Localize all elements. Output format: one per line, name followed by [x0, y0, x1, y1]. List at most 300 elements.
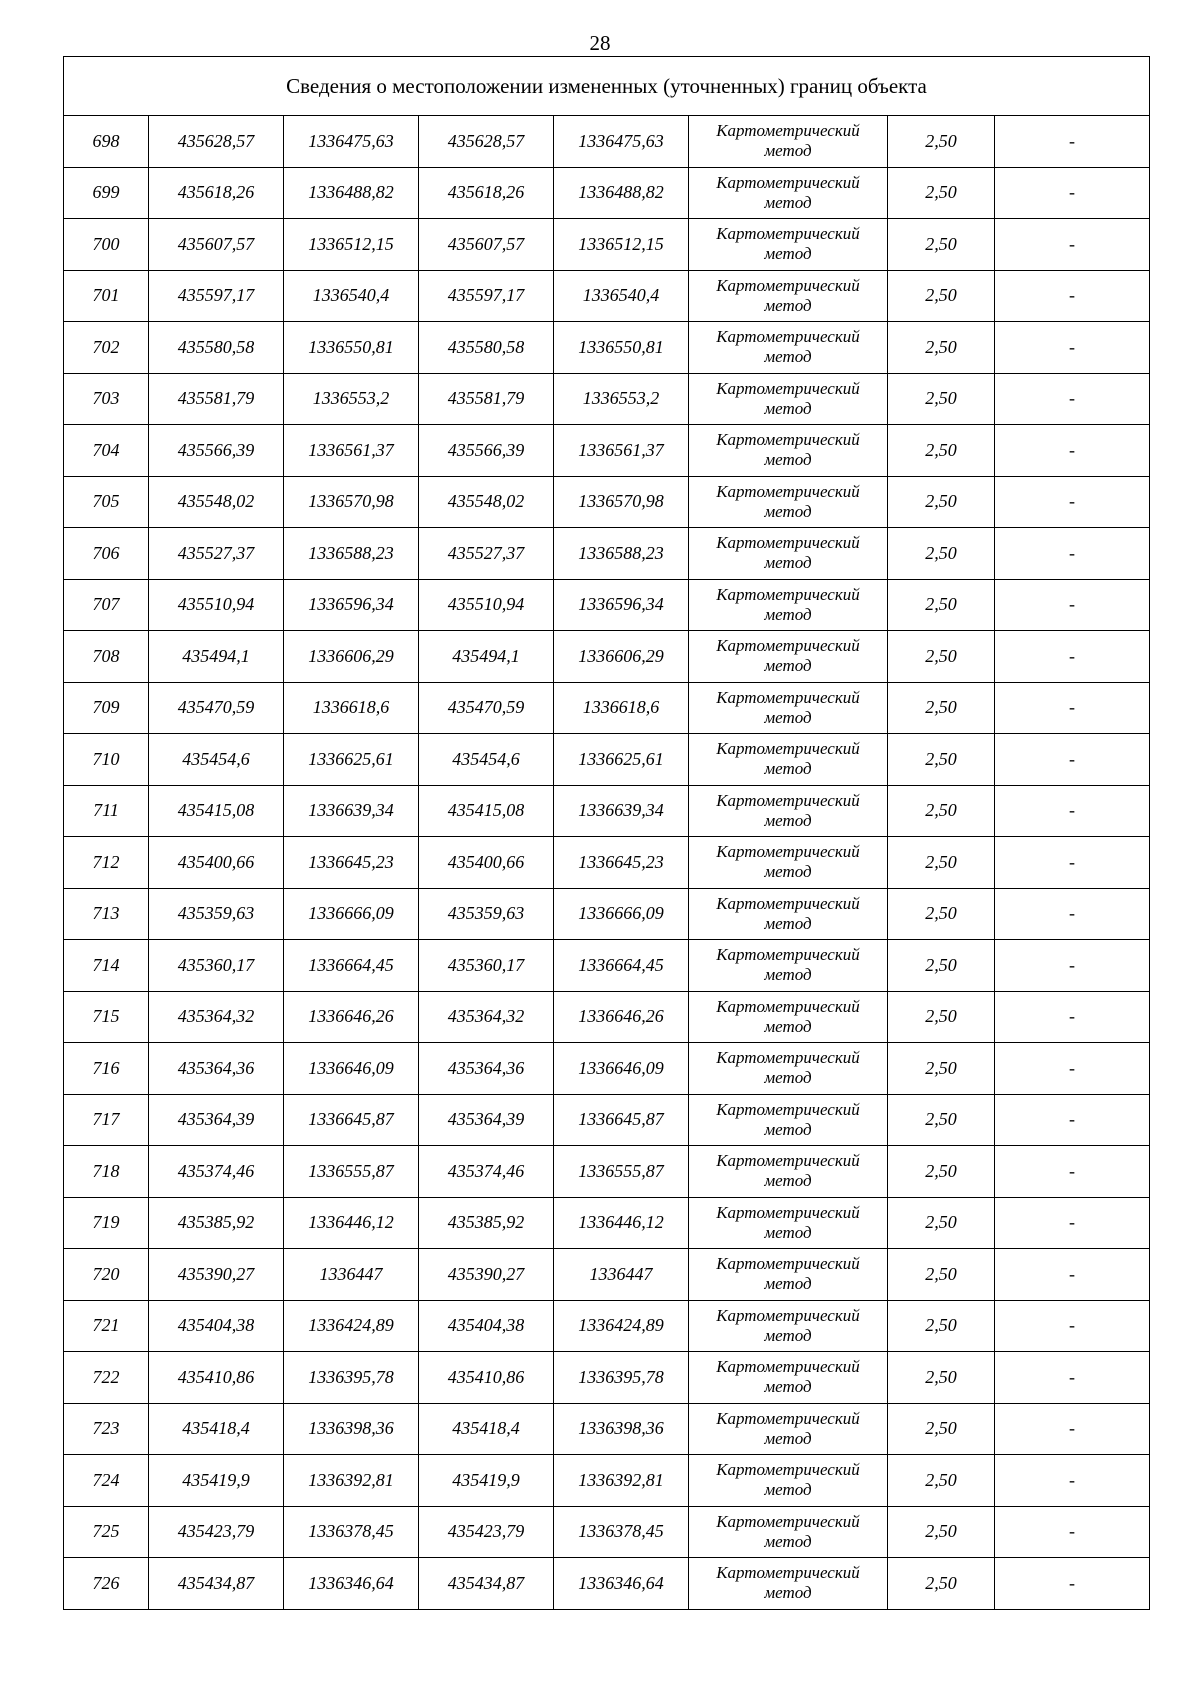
x-refined-cell: 435607,57 — [419, 219, 554, 271]
table-row — [64, 270, 1150, 322]
x-refined-cell: 435581,79 — [419, 373, 554, 425]
y-refined-cell: 1336555,87 — [554, 1146, 689, 1198]
method-cell — [689, 940, 888, 992]
x-existing-cell: 435566,39 — [149, 425, 284, 477]
y-refined-cell: 1336588,23 — [554, 528, 689, 580]
accuracy-cell: 2,50 — [888, 579, 995, 631]
x-existing-cell: 435364,39 — [149, 1094, 284, 1146]
description-cell: - — [995, 270, 1150, 322]
table-row — [64, 476, 1150, 528]
y-existing-cell: 1336625,61 — [284, 734, 419, 786]
x-existing-cell: 435415,08 — [149, 785, 284, 837]
point-number-cell: 718 — [64, 1146, 149, 1198]
y-existing-cell: 1336664,45 — [284, 940, 419, 992]
x-refined-cell: 435454,6 — [419, 734, 554, 786]
method-cell — [689, 991, 888, 1043]
y-existing-cell: 1336645,23 — [284, 837, 419, 889]
method-cell — [689, 528, 888, 580]
table-row — [64, 322, 1150, 374]
description-cell: - — [995, 682, 1150, 734]
description-cell: - — [995, 1146, 1150, 1198]
table-row — [64, 425, 1150, 477]
method-line-1: Картометрический — [716, 790, 860, 810]
y-refined-cell: 1336561,37 — [554, 425, 689, 477]
method-cell — [689, 1094, 888, 1146]
point-number-cell: 701 — [64, 270, 149, 322]
accuracy-cell: 2,50 — [888, 476, 995, 528]
table-row — [64, 682, 1150, 734]
method-line-2: метод — [764, 1068, 812, 1088]
method-line-1: Картометрический — [716, 1460, 860, 1480]
table-row — [64, 991, 1150, 1043]
point-number-cell: 698 — [64, 116, 149, 168]
y-refined-cell: 1336666,09 — [554, 888, 689, 940]
y-existing-cell: 1336346,64 — [284, 1558, 419, 1610]
method-line-2: метод — [764, 553, 812, 573]
method-cell — [689, 1197, 888, 1249]
description-cell: - — [995, 219, 1150, 271]
table-row — [64, 1455, 1150, 1507]
table-caption-row — [64, 57, 1150, 116]
point-number-cell: 705 — [64, 476, 149, 528]
accuracy-cell: 2,50 — [888, 631, 995, 683]
table-row — [64, 888, 1150, 940]
method-line-2: метод — [764, 1531, 812, 1551]
x-refined-cell: 435434,87 — [419, 1558, 554, 1610]
x-refined-cell: 435527,37 — [419, 528, 554, 580]
description-cell: - — [995, 1197, 1150, 1249]
method-line-2: метод — [764, 1222, 812, 1242]
method-line-2: метод — [764, 450, 812, 470]
method-cell — [689, 1506, 888, 1558]
x-refined-cell: 435494,1 — [419, 631, 554, 683]
x-existing-cell: 435597,17 — [149, 270, 284, 322]
description-cell: - — [995, 785, 1150, 837]
boundary-coordinates-table — [63, 56, 1150, 1610]
method-line-1: Картометрический — [716, 533, 860, 553]
y-existing-cell: 1336570,98 — [284, 476, 419, 528]
x-refined-cell: 435597,17 — [419, 270, 554, 322]
method-line-1: Картометрический — [716, 636, 860, 656]
y-refined-cell: 1336646,09 — [554, 1043, 689, 1095]
x-existing-cell: 435618,26 — [149, 167, 284, 219]
y-existing-cell: 1336392,81 — [284, 1455, 419, 1507]
x-refined-cell: 435360,17 — [419, 940, 554, 992]
table-row — [64, 1403, 1150, 1455]
x-refined-cell: 435364,36 — [419, 1043, 554, 1095]
y-existing-cell: 1336395,78 — [284, 1352, 419, 1404]
method-cell — [689, 167, 888, 219]
y-existing-cell: 1336447 — [284, 1249, 419, 1301]
y-refined-cell: 1336447 — [554, 1249, 689, 1301]
method-line-1: Картометрический — [716, 1151, 860, 1171]
method-cell — [689, 373, 888, 425]
method-line-1: Картометрический — [716, 1254, 860, 1274]
x-refined-cell: 435628,57 — [419, 116, 554, 168]
accuracy-cell: 2,50 — [888, 1558, 995, 1610]
y-existing-cell: 1336550,81 — [284, 322, 419, 374]
x-existing-cell: 435385,92 — [149, 1197, 284, 1249]
method-line-2: метод — [764, 347, 812, 367]
x-existing-cell: 435364,36 — [149, 1043, 284, 1095]
accuracy-cell: 2,50 — [888, 1043, 995, 1095]
y-refined-cell: 1336618,6 — [554, 682, 689, 734]
x-existing-cell: 435548,02 — [149, 476, 284, 528]
method-line-1: Картометрический — [716, 1305, 860, 1325]
x-refined-cell: 435470,59 — [419, 682, 554, 734]
accuracy-cell: 2,50 — [888, 1506, 995, 1558]
description-cell: - — [995, 322, 1150, 374]
method-line-1: Картометрический — [716, 1357, 860, 1377]
description-cell: - — [995, 1455, 1150, 1507]
method-cell — [689, 1300, 888, 1352]
x-refined-cell: 435374,46 — [419, 1146, 554, 1198]
table-row — [64, 1146, 1150, 1198]
table-row — [64, 1043, 1150, 1095]
description-cell: - — [995, 528, 1150, 580]
description-cell: - — [995, 734, 1150, 786]
point-number-cell: 724 — [64, 1455, 149, 1507]
y-existing-cell: 1336618,6 — [284, 682, 419, 734]
method-line-1: Картометрический — [716, 327, 860, 347]
point-number-cell: 711 — [64, 785, 149, 837]
description-cell: - — [995, 116, 1150, 168]
description-cell: - — [995, 579, 1150, 631]
method-line-2: метод — [764, 1583, 812, 1603]
table-row — [64, 1249, 1150, 1301]
method-line-2: метод — [764, 1428, 812, 1448]
x-existing-cell: 435404,38 — [149, 1300, 284, 1352]
x-existing-cell: 435360,17 — [149, 940, 284, 992]
y-existing-cell: 1336555,87 — [284, 1146, 419, 1198]
method-line-2: метод — [764, 501, 812, 521]
y-refined-cell: 1336392,81 — [554, 1455, 689, 1507]
x-existing-cell: 435628,57 — [149, 116, 284, 168]
accuracy-cell: 2,50 — [888, 1403, 995, 1455]
method-line-1: Картометрический — [716, 378, 860, 398]
method-line-1: Картометрический — [716, 121, 860, 141]
y-refined-cell: 1336446,12 — [554, 1197, 689, 1249]
x-existing-cell: 435364,32 — [149, 991, 284, 1043]
method-line-1: Картометрический — [716, 275, 860, 295]
method-cell — [689, 1249, 888, 1301]
description-cell: - — [995, 631, 1150, 683]
method-cell — [689, 837, 888, 889]
x-existing-cell: 435410,86 — [149, 1352, 284, 1404]
x-existing-cell: 435494,1 — [149, 631, 284, 683]
method-cell — [689, 1403, 888, 1455]
y-existing-cell: 1336424,89 — [284, 1300, 419, 1352]
accuracy-cell: 2,50 — [888, 1146, 995, 1198]
method-line-2: метод — [764, 604, 812, 624]
method-line-2: метод — [764, 1325, 812, 1345]
x-existing-cell: 435374,46 — [149, 1146, 284, 1198]
y-refined-cell: 1336646,26 — [554, 991, 689, 1043]
y-existing-cell: 1336378,45 — [284, 1506, 419, 1558]
y-refined-cell: 1336596,34 — [554, 579, 689, 631]
accuracy-cell: 2,50 — [888, 888, 995, 940]
y-existing-cell: 1336488,82 — [284, 167, 419, 219]
point-number-cell: 706 — [64, 528, 149, 580]
method-line-2: метод — [764, 707, 812, 727]
table-row — [64, 1558, 1150, 1610]
x-existing-cell: 435470,59 — [149, 682, 284, 734]
point-number-cell: 704 — [64, 425, 149, 477]
method-cell — [689, 219, 888, 271]
point-number-cell: 723 — [64, 1403, 149, 1455]
method-line-2: метод — [764, 244, 812, 264]
y-existing-cell: 1336540,4 — [284, 270, 419, 322]
method-line-1: Картометрический — [716, 224, 860, 244]
y-refined-cell: 1336424,89 — [554, 1300, 689, 1352]
y-existing-cell: 1336666,09 — [284, 888, 419, 940]
y-refined-cell: 1336512,15 — [554, 219, 689, 271]
table-row — [64, 1197, 1150, 1249]
y-existing-cell: 1336639,34 — [284, 785, 419, 837]
description-cell: - — [995, 1300, 1150, 1352]
point-number-cell: 708 — [64, 631, 149, 683]
x-refined-cell: 435364,32 — [419, 991, 554, 1043]
accuracy-cell: 2,50 — [888, 682, 995, 734]
method-line-1: Картометрический — [716, 481, 860, 501]
y-refined-cell: 1336639,34 — [554, 785, 689, 837]
method-cell — [689, 682, 888, 734]
description-cell: - — [995, 476, 1150, 528]
table-row — [64, 1506, 1150, 1558]
method-line-2: метод — [764, 965, 812, 985]
method-line-1: Картометрический — [716, 172, 860, 192]
point-number-cell: 707 — [64, 579, 149, 631]
accuracy-cell: 2,50 — [888, 837, 995, 889]
method-line-1: Картометрический — [716, 430, 860, 450]
accuracy-cell: 2,50 — [888, 1455, 995, 1507]
point-number-cell: 715 — [64, 991, 149, 1043]
table-body — [64, 57, 1150, 1610]
y-refined-cell: 1336645,23 — [554, 837, 689, 889]
method-line-1: Картометрический — [716, 945, 860, 965]
x-existing-cell: 435580,58 — [149, 322, 284, 374]
y-refined-cell: 1336346,64 — [554, 1558, 689, 1610]
table-row — [64, 219, 1150, 271]
y-existing-cell: 1336446,12 — [284, 1197, 419, 1249]
y-existing-cell: 1336553,2 — [284, 373, 419, 425]
point-number-cell: 725 — [64, 1506, 149, 1558]
method-cell — [689, 270, 888, 322]
y-refined-cell: 1336550,81 — [554, 322, 689, 374]
method-line-2: метод — [764, 1119, 812, 1139]
method-line-2: метод — [764, 913, 812, 933]
point-number-cell: 713 — [64, 888, 149, 940]
method-line-2: метод — [764, 192, 812, 212]
description-cell: - — [995, 425, 1150, 477]
point-number-cell: 712 — [64, 837, 149, 889]
y-refined-cell: 1336540,4 — [554, 270, 689, 322]
y-existing-cell: 1336645,87 — [284, 1094, 419, 1146]
y-refined-cell: 1336664,45 — [554, 940, 689, 992]
y-existing-cell: 1336646,26 — [284, 991, 419, 1043]
table-row — [64, 528, 1150, 580]
method-line-1: Картометрический — [716, 1408, 860, 1428]
x-refined-cell: 435580,58 — [419, 322, 554, 374]
table-row — [64, 579, 1150, 631]
x-refined-cell: 435415,08 — [419, 785, 554, 837]
method-cell — [689, 734, 888, 786]
point-number-cell: 722 — [64, 1352, 149, 1404]
accuracy-cell: 2,50 — [888, 991, 995, 1043]
method-cell — [689, 1352, 888, 1404]
accuracy-cell: 2,50 — [888, 270, 995, 322]
method-line-2: метод — [764, 398, 812, 418]
method-cell — [689, 476, 888, 528]
x-existing-cell: 435418,4 — [149, 1403, 284, 1455]
table-row — [64, 116, 1150, 168]
x-refined-cell: 435548,02 — [419, 476, 554, 528]
method-cell — [689, 1558, 888, 1610]
accuracy-cell: 2,50 — [888, 528, 995, 580]
table-row — [64, 785, 1150, 837]
y-refined-cell: 1336488,82 — [554, 167, 689, 219]
x-existing-cell: 435527,37 — [149, 528, 284, 580]
x-existing-cell: 435581,79 — [149, 373, 284, 425]
method-line-1: Картометрический — [716, 1511, 860, 1531]
method-line-1: Картометрический — [716, 842, 860, 862]
y-refined-cell: 1336475,63 — [554, 116, 689, 168]
method-line-2: метод — [764, 810, 812, 830]
table-row — [64, 631, 1150, 683]
accuracy-cell: 2,50 — [888, 1094, 995, 1146]
x-refined-cell: 435510,94 — [419, 579, 554, 631]
point-number-cell: 710 — [64, 734, 149, 786]
description-cell: - — [995, 1043, 1150, 1095]
method-line-1: Картометрический — [716, 584, 860, 604]
point-number-cell: 703 — [64, 373, 149, 425]
point-number-cell: 716 — [64, 1043, 149, 1095]
x-refined-cell: 435390,27 — [419, 1249, 554, 1301]
description-cell: - — [995, 888, 1150, 940]
method-line-2: метод — [764, 295, 812, 315]
accuracy-cell: 2,50 — [888, 1352, 995, 1404]
x-refined-cell: 435566,39 — [419, 425, 554, 477]
method-line-1: Картометрический — [716, 893, 860, 913]
table-row — [64, 1300, 1150, 1352]
description-cell: - — [995, 837, 1150, 889]
method-line-2: метод — [764, 1016, 812, 1036]
x-refined-cell: 435364,39 — [419, 1094, 554, 1146]
method-line-2: метод — [764, 1377, 812, 1397]
description-cell: - — [995, 991, 1150, 1043]
y-refined-cell: 1336553,2 — [554, 373, 689, 425]
table-caption: Сведения о местоположении измененных (уточненных) границ объекта — [64, 57, 1150, 116]
method-line-2: метод — [764, 656, 812, 676]
accuracy-cell: 2,50 — [888, 940, 995, 992]
y-refined-cell: 1336645,87 — [554, 1094, 689, 1146]
point-number-cell: 699 — [64, 167, 149, 219]
accuracy-cell: 2,50 — [888, 1249, 995, 1301]
description-cell: - — [995, 940, 1150, 992]
description-cell: - — [995, 1352, 1150, 1404]
point-number-cell: 720 — [64, 1249, 149, 1301]
y-refined-cell: 1336625,61 — [554, 734, 689, 786]
method-line-2: метод — [764, 1480, 812, 1500]
method-cell — [689, 1455, 888, 1507]
table-row — [64, 734, 1150, 786]
table-row — [64, 837, 1150, 889]
y-existing-cell: 1336475,63 — [284, 116, 419, 168]
description-cell: - — [995, 167, 1150, 219]
y-existing-cell: 1336512,15 — [284, 219, 419, 271]
point-number-cell: 700 — [64, 219, 149, 271]
accuracy-cell: 2,50 — [888, 1197, 995, 1249]
y-existing-cell: 1336588,23 — [284, 528, 419, 580]
method-line-1: Картометрический — [716, 1202, 860, 1222]
x-existing-cell: 435454,6 — [149, 734, 284, 786]
method-cell — [689, 425, 888, 477]
point-number-cell: 709 — [64, 682, 149, 734]
method-cell — [689, 116, 888, 168]
y-existing-cell: 1336646,09 — [284, 1043, 419, 1095]
table-row — [64, 1352, 1150, 1404]
x-existing-cell: 435423,79 — [149, 1506, 284, 1558]
x-refined-cell: 435359,63 — [419, 888, 554, 940]
x-existing-cell: 435607,57 — [149, 219, 284, 271]
x-refined-cell: 435385,92 — [419, 1197, 554, 1249]
y-refined-cell: 1336570,98 — [554, 476, 689, 528]
x-refined-cell: 435423,79 — [419, 1506, 554, 1558]
method-line-1: Картометрический — [716, 1563, 860, 1583]
accuracy-cell: 2,50 — [888, 167, 995, 219]
description-cell: - — [995, 1403, 1150, 1455]
method-line-1: Картометрический — [716, 996, 860, 1016]
method-cell — [689, 1043, 888, 1095]
description-cell: - — [995, 1094, 1150, 1146]
table-row — [64, 1094, 1150, 1146]
method-cell — [689, 888, 888, 940]
y-refined-cell: 1336398,36 — [554, 1403, 689, 1455]
accuracy-cell: 2,50 — [888, 1300, 995, 1352]
table-row — [64, 167, 1150, 219]
method-line-2: метод — [764, 862, 812, 882]
method-line-1: Картометрический — [716, 739, 860, 759]
method-cell — [689, 785, 888, 837]
point-number-cell: 721 — [64, 1300, 149, 1352]
method-line-2: метод — [764, 141, 812, 161]
point-number-cell: 719 — [64, 1197, 149, 1249]
method-line-2: метод — [764, 1171, 812, 1191]
method-line-1: Картометрический — [716, 1099, 860, 1119]
description-cell: - — [995, 1506, 1150, 1558]
x-refined-cell: 435618,26 — [419, 167, 554, 219]
x-refined-cell: 435404,38 — [419, 1300, 554, 1352]
y-refined-cell: 1336606,29 — [554, 631, 689, 683]
method-cell — [689, 1146, 888, 1198]
method-cell — [689, 631, 888, 683]
page-number: 28 — [589, 31, 611, 55]
accuracy-cell: 2,50 — [888, 219, 995, 271]
point-number-cell: 726 — [64, 1558, 149, 1610]
accuracy-cell: 2,50 — [888, 116, 995, 168]
point-number-cell: 714 — [64, 940, 149, 992]
method-line-2: метод — [764, 1274, 812, 1294]
accuracy-cell: 2,50 — [888, 373, 995, 425]
method-line-1: Картометрический — [716, 1048, 860, 1068]
point-number-cell: 702 — [64, 322, 149, 374]
method-line-1: Картометрический — [716, 687, 860, 707]
y-existing-cell: 1336398,36 — [284, 1403, 419, 1455]
x-existing-cell: 435434,87 — [149, 1558, 284, 1610]
accuracy-cell: 2,50 — [888, 322, 995, 374]
description-cell: - — [995, 373, 1150, 425]
x-refined-cell: 435400,66 — [419, 837, 554, 889]
